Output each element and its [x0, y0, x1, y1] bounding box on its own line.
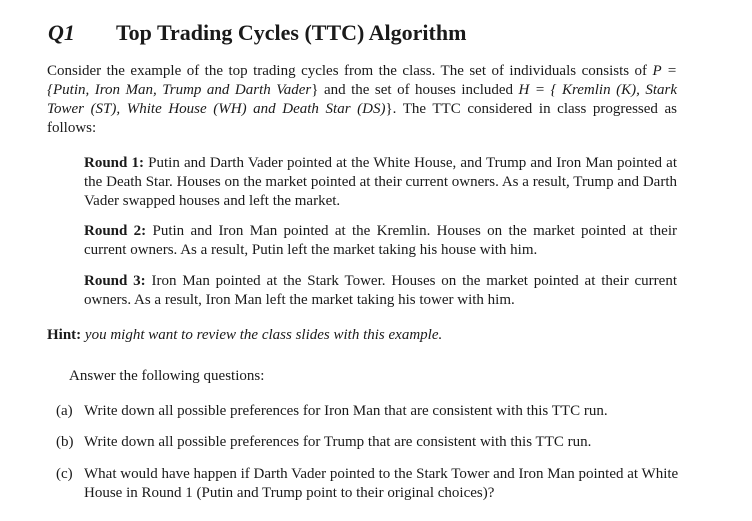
round-3-text: Iron Man pointed at the Stark Tower. Houses on the market pointed at their current owners. As a result, Iron Man left the market taking his tower with him. — [84, 273, 677, 308]
question-b-label: (b) — [56, 434, 74, 450]
question-heading — [48, 20, 466, 52]
question-c-label: (c) — [56, 466, 73, 482]
round-1-paragraph — [84, 154, 677, 211]
intro-text-1: Consider the example of the top trading cycles from the class. The set of individuals consists of — [47, 63, 653, 79]
question-b-text: Write down all possible preferences for Trump that are consistent with this TTC run. — [84, 434, 592, 450]
question-number: Q1 — [48, 20, 75, 45]
individuals-list: Putin, Iron Man, Trump and Darth Vader — [53, 82, 312, 98]
p-set-symbol: P = { — [47, 63, 677, 98]
question-item-b — [56, 433, 681, 452]
question-c-text: What would have happen if Darth Vader pointed to the Stark Tower and Iron Man pointed at White House in Round 1 (Putin and Trump point to their original choices)? — [84, 466, 679, 501]
houses-list: Kremlin (K), Stark Tower (ST), White House (WH) and Death Star (DS) — [47, 82, 677, 117]
intro-text-3: }. The TTC considered in class progressed as follows: — [47, 101, 677, 136]
round-1-label: Round 1: — [84, 155, 145, 171]
round-3-label: Round 3: — [84, 273, 146, 289]
round-2-label: Round 2: — [84, 223, 147, 239]
round-1-text: Putin and Darth Vader pointed at the White House, and Trump and Iron Man pointed at the Death Star. Houses on the market pointed at their current owners. As a result, Trump and Darth Vader swapped houses and left the market. — [84, 155, 677, 209]
intro-text-2: } and the set of houses included — [311, 82, 519, 98]
question-a-text: Write down all possible preferences for Iron Man that are consistent with this TTC run. — [84, 403, 608, 419]
question-a-label: (a) — [56, 403, 73, 419]
hint-line — [47, 326, 442, 345]
round-2-paragraph — [84, 222, 677, 260]
hint-text: you might want to review the class slides with this example. — [84, 327, 443, 343]
question-item-a — [56, 402, 681, 421]
question-item-c — [56, 465, 681, 503]
question-title: Top Trading Cycles (TTC) Algorithm — [116, 20, 467, 45]
round-3-paragraph — [84, 272, 677, 310]
answer-intro: Answer the following questions: — [69, 368, 265, 384]
h-set-symbol: H = { — [518, 82, 562, 98]
round-2-text: Putin and Iron Man pointed at the Kremlin. Houses on the market pointed at their current owners. As a result, Putin left the market taking his house with him. — [84, 223, 677, 258]
intro-paragraph — [47, 62, 677, 138]
hint-label: Hint: — [47, 327, 82, 343]
